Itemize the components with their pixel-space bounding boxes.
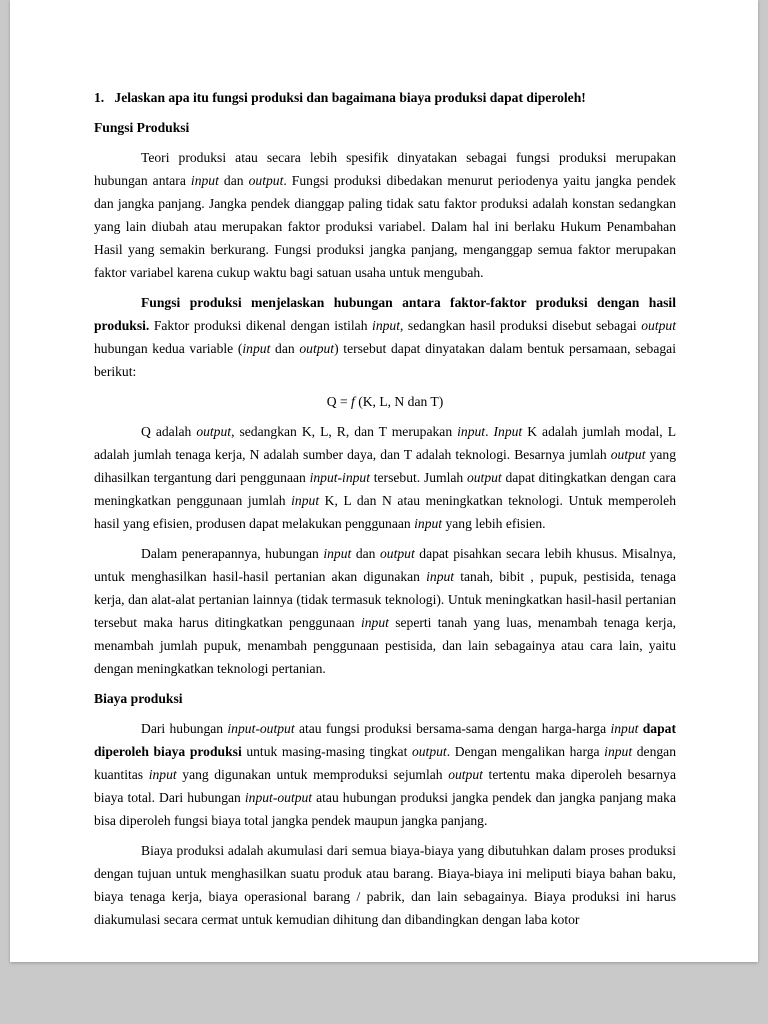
text-run: atau hubungan produksi jangka pendek dan jangka panjang maka bisa diperoleh fungsi biaya total jangka pendek maupun jangka panjang. <box>94 790 676 828</box>
document-page-content <box>10 0 758 931</box>
text-run: output <box>248 173 284 188</box>
text-run: input <box>360 615 389 630</box>
text-run: output <box>196 424 232 439</box>
text-run: . <box>485 424 494 439</box>
subheading <box>94 116 676 139</box>
document-page <box>10 0 758 962</box>
text-run: input <box>414 516 443 531</box>
text-run: yang lebih efisien. <box>442 516 546 531</box>
text-run: Dalam penerapannya, hubungan <box>141 546 324 561</box>
text-run: f <box>351 394 355 409</box>
text-run: K adalah jumlah modal, L adalah jumlah tenaga kerja, N adalah sumber daya, dan T adalah teknologi. Besarnya jumlah <box>94 424 676 462</box>
text-run: Teori produksi atau secara lebih spesifik dinyatakan sebagai fungsi produksi merupakan hubungan antara <box>94 150 676 188</box>
text-run: yang digunakan untuk memproduksi sejumlah <box>176 767 449 782</box>
paragraph <box>94 839 676 931</box>
text-run: input <box>604 744 633 759</box>
text-run: output <box>610 447 646 462</box>
text-run: input <box>610 721 639 736</box>
text-run: output <box>448 767 483 782</box>
text-run: Input <box>493 424 523 439</box>
text-run: Biaya produksi <box>94 691 183 706</box>
text-run: input-output <box>244 790 313 805</box>
subheading <box>94 687 676 710</box>
text-run: dapat diperoleh biaya produksi <box>94 721 676 759</box>
text-run: untuk masing-masing tingkat <box>241 744 412 759</box>
text-run: output <box>411 744 447 759</box>
text-run: K, L dan N atau meningkatkan teknologi. Untuk memperoleh hasil yang efisien, produsen dapat melakukan penggunaan <box>94 493 677 531</box>
text-run: dan <box>351 546 380 561</box>
text-run: input <box>323 546 352 561</box>
text-run: output <box>466 470 502 485</box>
paragraph <box>94 420 676 535</box>
text-run: dapat pisahkan secara lebih khusus. Misalnya, untuk menghasilkan hasil-hasil pertanian akan digunakan <box>94 546 676 584</box>
paragraph <box>94 291 676 383</box>
text-run: hubungan kedua variable ( <box>94 341 243 356</box>
text-run: dengan kuantitas <box>94 744 676 782</box>
paragraph <box>94 717 676 832</box>
text-run: output <box>641 318 676 333</box>
text-run: dan <box>218 173 249 188</box>
text-run: . Fungsi produksi dibedakan menurut periodenya yaitu jangka pendek dan jangka panjang. Jangka pendek dianggap paling tidak satu faktor produksi adalah konstan sedangkan yang lain diubah atau merupakan faktor produksi variabel. Dalam hal ini berlaku Hukum Penambahan Hasil yang semakin berkurang. Fungsi produksi jangka panjang, menganggap semua faktor merupakan faktor variabel karena cukup waktu bagi satuan usaha untuk mengubah. <box>94 173 676 280</box>
text-run: input <box>291 493 320 508</box>
text-run: Dari hubungan <box>141 721 228 736</box>
heading <box>94 86 676 109</box>
text-run: seperti tanah yang luas, menambah tenaga kerja, menambah jumlah pupuk, menambah penggunaan pestisida, dan lain sebagainya atau cara lain, yaitu dengan meningkatkan teknologi pertanian. <box>94 615 677 676</box>
text-run: dan <box>270 341 300 356</box>
text-run: Biaya produksi adalah akumulasi dari semua biaya-biaya yang dibutuhkan dalam proses produksi dengan tujuan untuk menghasilkan suatu produk atau barang. Biaya-biaya ini meliputi biaya bahan baku, biaya tenaga kerja, biaya operasional barang / pabrik, dan lain sebagainya. Biaya produksi ini harus diakumulasi secara cermat untuk kemudian dihitung dan dibandingkan dengan laba kotor <box>94 843 676 927</box>
text-run: Fungsi Produksi <box>94 120 190 135</box>
text-run: . Dengan mengalikan harga <box>446 744 605 759</box>
text-run: input-input <box>309 470 370 485</box>
text-run: tertentu maka diperoleh besarnya biaya total. Dari hubungan <box>94 767 676 805</box>
text-run: input <box>148 767 177 782</box>
text-run: ) tersebut dapat dinyatakan dalam bentuk persamaan, sebagai berikut: <box>94 341 676 379</box>
text-run: dapat ditingkatkan dengan cara meningkatkan penggunaan jumlah <box>94 470 676 508</box>
text-run: Q adalah <box>141 424 197 439</box>
text-run: yang dihasilkan tergantung dari penggunaan <box>94 447 676 485</box>
equation <box>94 390 676 413</box>
text-run: input <box>457 424 486 439</box>
text-run: Q = <box>326 394 352 409</box>
text-run: tanah, bibit , pupuk, pestisida, tenaga kerja, dan alat-alat pertanian lainnya (tidak termasuk teknologi). Untuk meningkatkan hasil-hasil pertanian tersebut maka harus ditingkatkan penggunaan <box>94 569 677 630</box>
text-run: input <box>242 341 271 356</box>
text-run: , sedangkan hasil produksi disebut sebagai <box>400 318 642 333</box>
text-run: input <box>426 569 455 584</box>
text-run: Faktor produksi dikenal dengan istilah <box>149 318 373 333</box>
paragraph <box>94 542 676 680</box>
text-run: input <box>190 173 219 188</box>
text-run: 1. Jelaskan apa itu fungsi produksi dan bagaimana biaya produksi dapat diperoleh! <box>94 90 586 105</box>
text-run: (K, L, N dan T) <box>354 394 444 409</box>
text-run: atau fungsi produksi bersama-sama dengan harga-harga <box>294 721 611 736</box>
text-run: input <box>372 318 400 333</box>
text-run: output <box>299 341 335 356</box>
text-run: Fungsi produksi menjelaskan hubungan antara faktor-faktor produksi dengan hasil produksi. <box>94 295 676 333</box>
text-run: input-output <box>227 721 295 736</box>
text-run: output <box>379 546 415 561</box>
paragraph <box>94 146 676 284</box>
text-run: , sedangkan K, L, R, dan T merupakan <box>231 424 458 439</box>
text-run: tersebut. Jumlah <box>370 470 467 485</box>
